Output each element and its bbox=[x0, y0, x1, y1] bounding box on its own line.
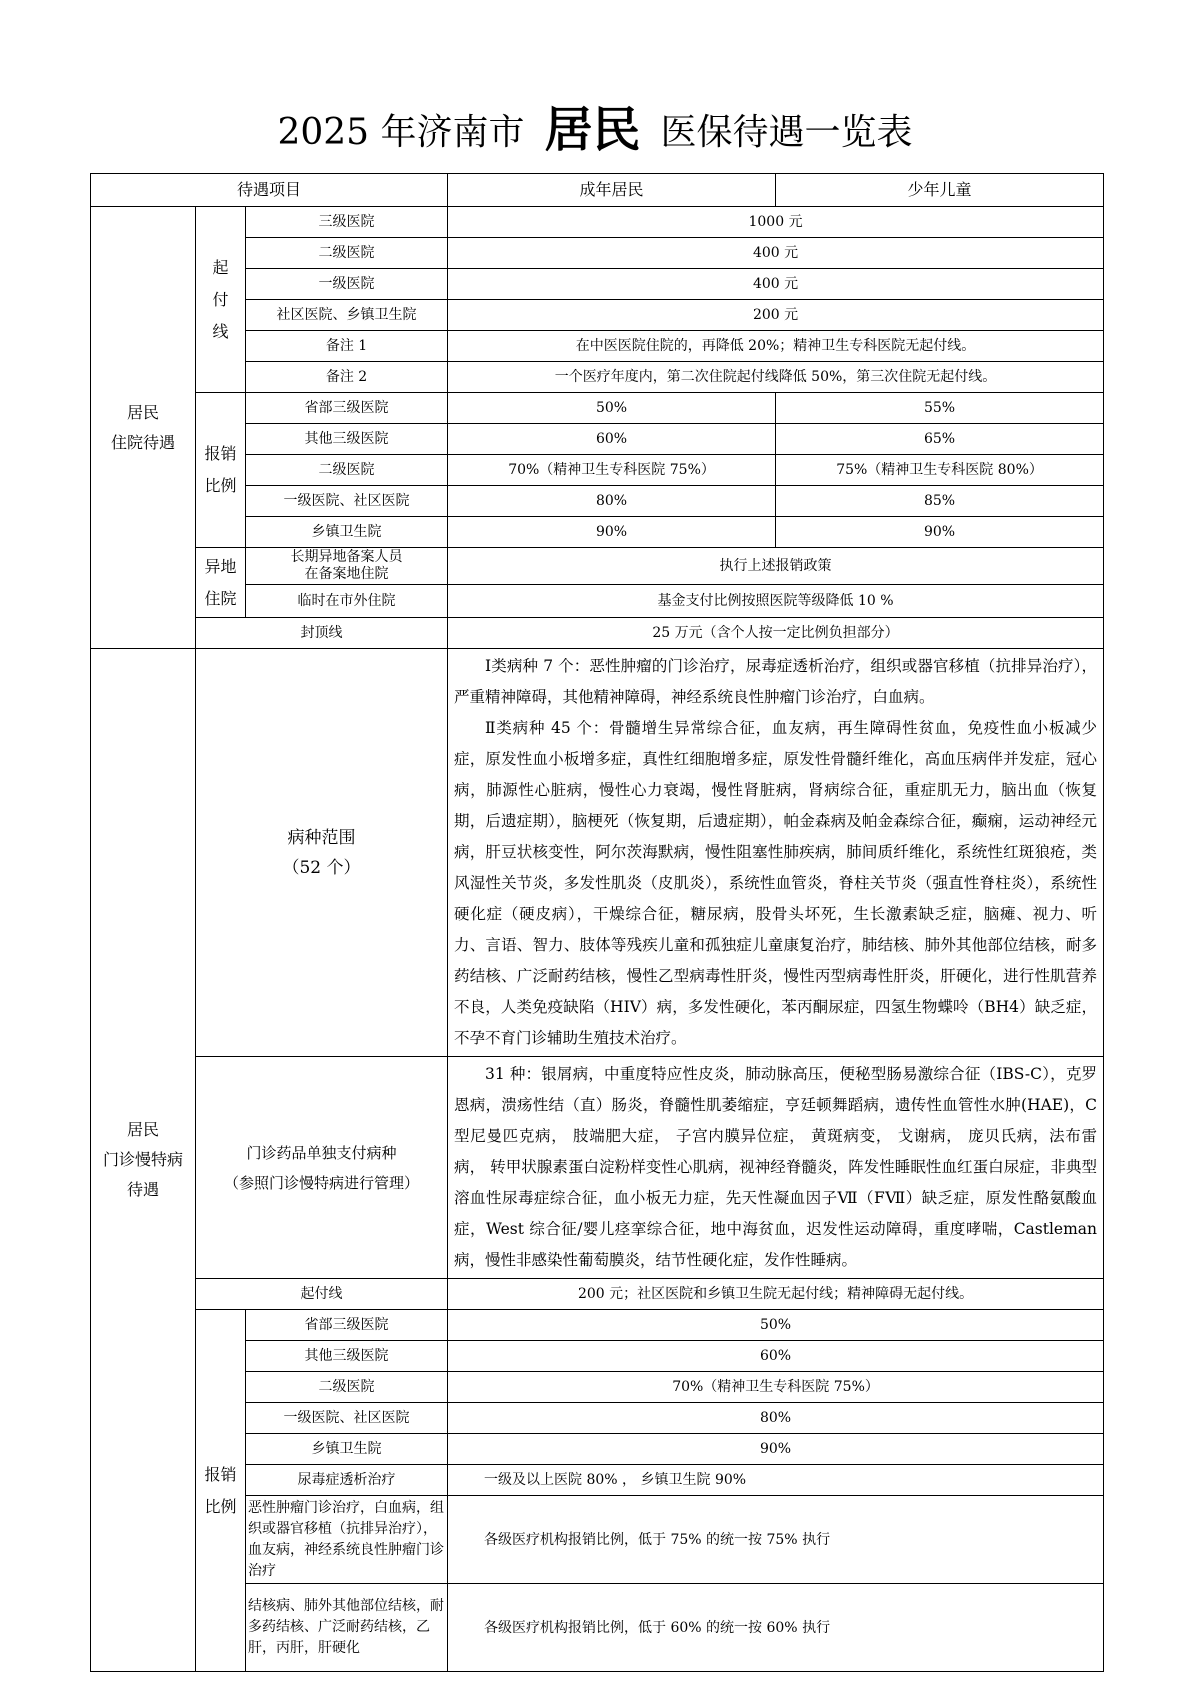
table-row bbox=[91, 618, 1104, 649]
row-adult: 80% bbox=[448, 486, 776, 517]
outpatient-deductible-value: 200 元；社区医院和乡镇卫生院无起付线；精神障碍无起付线。 bbox=[448, 1279, 1104, 1310]
row-name: 社区医院、乡镇卫生院 bbox=[246, 300, 448, 331]
row-value: 80% bbox=[448, 1403, 1104, 1434]
row-name: 其他三级医院 bbox=[246, 1341, 448, 1372]
outpatient-deductible-name: 起付线 bbox=[196, 1279, 448, 1310]
row-value: 各级医疗机构报销比例，低于 60% 的统一按 60% 执行 bbox=[448, 1584, 1104, 1672]
row-value: 一个医疗年度内，第二次住院起付线降低 50%，第三次住院无起付线。 bbox=[448, 362, 1104, 393]
page-title bbox=[0, 100, 1190, 161]
table-row bbox=[91, 548, 1104, 585]
row-name: 备注 2 bbox=[246, 362, 448, 393]
cap-name: 封顶线 bbox=[196, 618, 448, 649]
row-value: 200 元 bbox=[448, 300, 1104, 331]
table-row bbox=[91, 1310, 1104, 1341]
row-name: 省部三级医院 bbox=[246, 1310, 448, 1341]
row-adult: 70%（精神卫生专科医院 75%） bbox=[448, 455, 776, 486]
row-name: 乡镇卫生院 bbox=[246, 517, 448, 548]
row-value: 执行上述报销政策 bbox=[448, 548, 1104, 585]
row-name: 结核病、肺外其他部位结核，耐多药结核、广泛耐药结核，乙肝，丙肝，肝硬化 bbox=[246, 1584, 448, 1672]
row-value: 90% bbox=[448, 1434, 1104, 1465]
header-adult: 成年居民 bbox=[448, 174, 776, 207]
table-row bbox=[91, 393, 1104, 424]
row-value: 400 元 bbox=[448, 238, 1104, 269]
inpatient-reimbursement-label: 报销 比例 bbox=[196, 393, 246, 548]
row-value: 70%（精神卫生专科医院 75%） bbox=[448, 1372, 1104, 1403]
row-value: 各级医疗机构报销比例，低于 75% 的统一按 75% 执行 bbox=[448, 1496, 1104, 1584]
row-name: 恶性肿瘤门诊治疗，白血病，组织或器官移植（抗排异治疗），血友病，神经系统良性肿瘤门诊治疗 bbox=[246, 1496, 448, 1584]
row-adult: 50% bbox=[448, 393, 776, 424]
row-child: 75%（精神卫生专科医院 80%） bbox=[776, 455, 1104, 486]
title-highlight: 居民 bbox=[544, 102, 641, 158]
row-child: 85% bbox=[776, 486, 1104, 517]
disease-class-2: Ⅱ类病种 45 个：骨髓增生异常综合征，血友病，再生障碍性贫血，免疫性血小板减少症，原发性血小板增多症，真性红细胞增多症，原发性骨髓纤维化，高血压病伴并发症，冠心病，肺源性心脏病，慢性心力衰竭，慢性肾脏病，肾病综合征，重症肌无力，脑出血（恢复期，后遗症期），脑梗死（恢复期，后遗症期），帕金森病及帕金森综合征，癫痫，运动神经元病，肝豆状核变性，阿尔茨海默病，慢性阻塞性肺疾病，肺间质纤维化，系统性红斑狼疮，类风湿性关节炎，多发性肌炎（皮肌炎），系统性血管炎，脊柱关节炎（强直性脊柱炎），系统性硬化症（硬皮病），干燥综合征，糖尿病，股骨头坏死，生长激素缺乏症，脑瘫、视力、听力、言语、智力、肢体等残疾儿童和孤独症儿童康复治疗，肺结核、肺外其他部位结核，耐多药结核、广泛耐药结核，慢性乙型病毒性肝炎，慢性丙型病毒性肝炎，肝硬化，进行性肌营养不良，人类免疫缺陷（HIV）病，多发性硬化，苯丙酮尿症，四氢生物蝶呤（BH4）缺乏症，不孕不育门诊辅助生殖技术治疗。 bbox=[454, 719, 1098, 1047]
separate-drug-label: 门诊药品单独支付病种 （参照门诊慢特病进行管理） bbox=[196, 1057, 448, 1279]
row-name: 一级医院、社区医院 bbox=[246, 1403, 448, 1434]
header-item: 待遇项目 bbox=[91, 174, 448, 207]
row-child: 90% bbox=[776, 517, 1104, 548]
disease-class-1: Ⅰ类病种 7 个：恶性肿瘤的门诊治疗，尿毒症透析治疗，组织或器官移植（抗排异治疗），严重精神障碍，其他精神障碍，神经系统良性肿瘤门诊治疗，白血病。 bbox=[454, 657, 1098, 706]
inpatient-remote-label: 异地 住院 bbox=[196, 548, 246, 618]
row-child: 65% bbox=[776, 424, 1104, 455]
row-name: 备注 1 bbox=[246, 331, 448, 362]
row-name: 二级医院 bbox=[246, 455, 448, 486]
row-name: 二级医院 bbox=[246, 1372, 448, 1403]
separate-drug-list: 31 种：银屑病，中重度特应性皮炎，肺动脉高压，便秘型肠易激综合征（IBS-C），克罗恩病，溃疡性结（直）肠炎，脊髓性肌萎缩症，亨廷顿舞蹈病，遗传性血管性水肿(HAE)，C 型尼曼匹克病， 肢端肥大症， 子宫内膜异位症， 黄斑病变， 戈谢病， 庞贝氏病，法布雷病， 转甲状腺素蛋白淀粉样变性心肌病，视神经脊髓炎，阵发性睡眠性血红蛋白尿症，非典型溶血性尿毒症综合征，血小板无力症，先天性凝血因子Ⅶ（FⅦ）缺乏症，原发性酪氨酸血症，West 综合征/婴儿痉挛综合征，地中海贫血，迟发性运动障碍，重度哮喘，Castleman 病，慢性非感染性葡萄膜炎，结节性硬化症，发作性睡病。 bbox=[454, 1065, 1098, 1269]
row-value: 基金支付比例按照医院等级降低 10 % bbox=[448, 585, 1104, 618]
disease-scope-text bbox=[448, 649, 1104, 1057]
row-adult: 60% bbox=[448, 424, 776, 455]
table-row bbox=[91, 649, 1104, 1057]
table-header-row bbox=[91, 174, 1104, 207]
row-name: 一级医院 bbox=[246, 269, 448, 300]
row-name: 三级医院 bbox=[246, 207, 448, 238]
row-name: 尿毒症透析治疗 bbox=[246, 1465, 448, 1496]
separate-drug-text bbox=[448, 1057, 1104, 1279]
row-adult: 90% bbox=[448, 517, 776, 548]
row-value: 60% bbox=[448, 1341, 1104, 1372]
row-child: 55% bbox=[776, 393, 1104, 424]
row-name: 临时在市外住院 bbox=[246, 585, 448, 618]
title-suffix: 医保待遇一览表 bbox=[660, 112, 913, 153]
table-row bbox=[91, 207, 1104, 238]
row-value: 50% bbox=[448, 1310, 1104, 1341]
row-name: 二级医院 bbox=[246, 238, 448, 269]
header-child: 少年儿童 bbox=[776, 174, 1104, 207]
row-value: 一级及以上医院 80% ， 乡镇卫生院 90% bbox=[448, 1465, 1104, 1496]
outpatient-reimbursement-label: 报销 比例 bbox=[196, 1310, 246, 1672]
row-value: 在中医医院住院的，再降低 20%；精神卫生专科医院无起付线。 bbox=[448, 331, 1104, 362]
disease-scope-label: 病种范围 （52 个） bbox=[196, 649, 448, 1057]
row-name: 一级医院、社区医院 bbox=[246, 486, 448, 517]
row-value: 1000 元 bbox=[448, 207, 1104, 238]
cap-value: 25 万元（含个人按一定比例负担部分） bbox=[448, 618, 1104, 649]
row-name: 其他三级医院 bbox=[246, 424, 448, 455]
inpatient-group-label: 居民 住院待遇 bbox=[91, 207, 196, 649]
table-row bbox=[91, 1057, 1104, 1279]
row-name: 省部三级医院 bbox=[246, 393, 448, 424]
table-row bbox=[91, 1279, 1104, 1310]
inpatient-deductible-label: 起 付 线 bbox=[196, 207, 246, 393]
row-name: 乡镇卫生院 bbox=[246, 1434, 448, 1465]
row-value: 400 元 bbox=[448, 269, 1104, 300]
title-prefix: 2025 年济南市 bbox=[277, 112, 525, 153]
row-name: 长期异地备案人员 在备案地住院 bbox=[246, 548, 448, 585]
benefits-table bbox=[90, 173, 1104, 1672]
outpatient-group-label: 居民 门诊慢特病 待遇 bbox=[91, 649, 196, 1672]
